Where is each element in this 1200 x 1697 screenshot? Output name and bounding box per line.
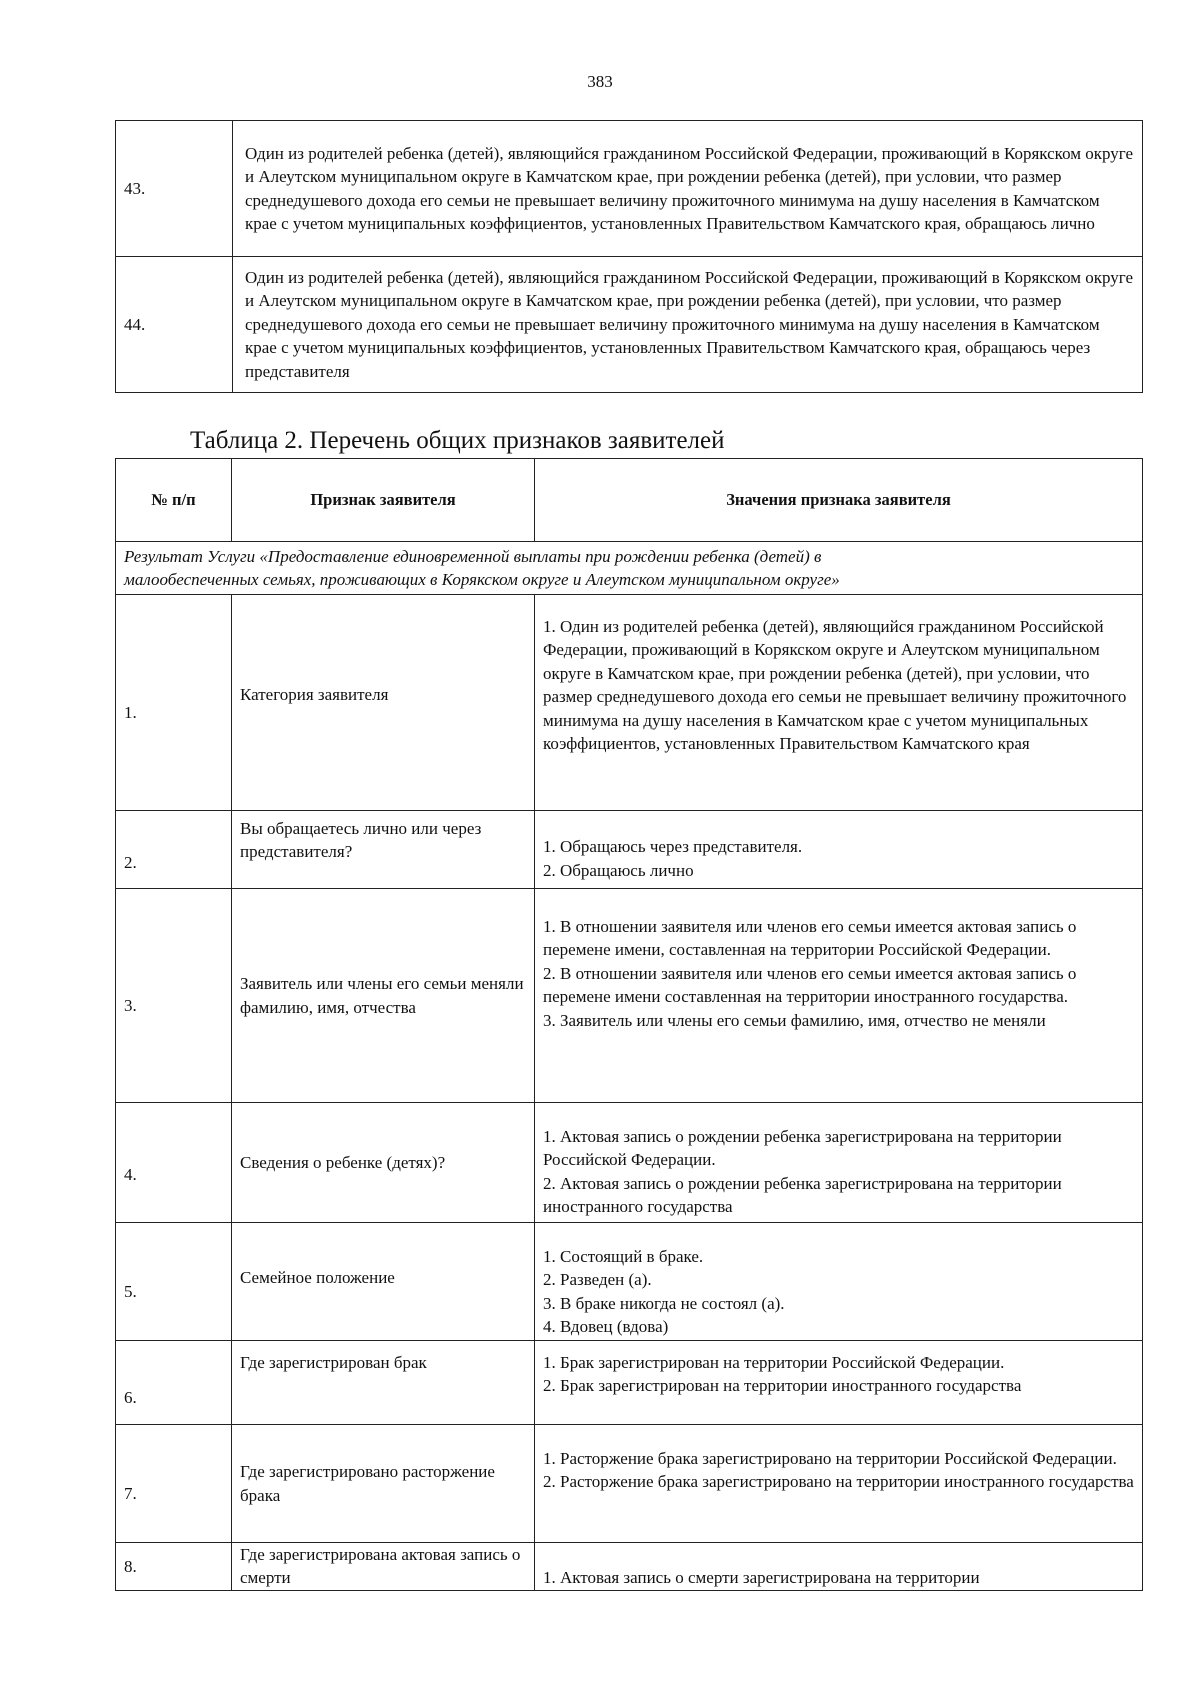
feature-value: 1. Расторжение брака зарегистрировано на территории Российской Федерации. [543, 1449, 1117, 1468]
feature-values [535, 1425, 1143, 1543]
feature-value: 2. Разведен (а). [543, 1270, 652, 1290]
column-header: Значения признака заявителя [535, 459, 1143, 542]
column-header: № п/п [116, 459, 232, 542]
feature-value: 1. В отношении заявителя или членов его семьи имеется актовая запись о перемене имени, составленная на территории Российской Федерации. [543, 917, 1077, 960]
feature-name: Вы обращаетесь лично или через представителя? [232, 811, 535, 889]
feature-value: 1. Брак зарегистрирован на территории Российской Федерации. [543, 1353, 1005, 1372]
column-header: Признак заявителя [232, 459, 535, 542]
feature-values [535, 1103, 1143, 1223]
table-row [116, 1341, 1143, 1425]
feature-name: Категория заявителя [232, 595, 535, 811]
applicant-variants-table [115, 120, 1143, 393]
row-number: 43. [116, 121, 233, 257]
row-number: 6. [116, 1341, 232, 1425]
table-row [116, 1425, 1143, 1543]
feature-name: Где зарегистрирован брак [232, 1341, 535, 1425]
feature-value: 1. Один из родителей ребенка (детей), являющийся гражданином Российской Федерации, проживающий в Корякском округе и Алеутском муниципальном округе в Камчатском крае, при рождении ребенка (детей), при условии, что размер среднедушевого дохода его семьи не превышает величину прожиточного минимума на душу населения в Камчатском крае с учетом муниципальных коэффициентов, установленных Правительством Камчатского края [543, 617, 1127, 754]
table-row [116, 889, 1143, 1103]
feature-value: 2. Актовая запись о рождении ребенка зарегистрирована на территории иностранного государства [543, 1173, 1062, 1217]
result-row [116, 542, 1143, 595]
feature-value: 3. В браке никогда не состоял (а). [543, 1293, 785, 1313]
table-header-row [116, 459, 1143, 542]
feature-value: 2. Брак зарегистрирован на территории иностранного государства [543, 1376, 1022, 1396]
service-result-line: Результат Услуги «Предоставление единовременной выплаты при рождении ребенка (детей) в [124, 546, 822, 566]
table-row [116, 1223, 1143, 1341]
feature-values [535, 1223, 1143, 1341]
table-row [116, 595, 1143, 811]
row-number: 2. [116, 811, 232, 889]
feature-value: 1. Состоящий в браке. [543, 1247, 704, 1266]
feature-values [535, 1341, 1143, 1425]
feature-name: Семейное положение [232, 1223, 535, 1341]
row-number: 7. [116, 1425, 232, 1543]
row-number: 8. [116, 1543, 232, 1591]
table-row [116, 257, 1143, 393]
feature-value: 4. Вдовец (вдова) [543, 1317, 669, 1337]
table-row [116, 1543, 1143, 1591]
table-row [116, 811, 1143, 889]
feature-value: 1. Обращаюсь через представителя. [543, 837, 803, 857]
variant-text: Один из родителей ребенка (детей), являющийся гражданином Российской Федерации, проживающий в Корякском округе и Алеутском муниципальном округе в Камчатском крае, при рождении ребенка (детей), при условии, что размер среднедушевого дохода его семьи не превышает величину прожиточного минимума на душу населения в Камчатском крае с учетом муниципальных коэффициентов, установленных Правительством Камчатского края, обращаюсь через представителя [233, 257, 1143, 393]
feature-value: 1. Актовая запись о смерти зарегистрирована на территории [543, 1568, 980, 1588]
variant-text: Один из родителей ребенка (детей), являющийся гражданином Российской Федерации, проживающий в Корякском округе и Алеутском муниципальном округе в Камчатском крае, при рождении ребенка (детей), при условии, что размер среднедушевого дохода его семьи не превышает величину прожиточного минимума на душу населения в Камчатском крае с учетом муниципальных коэффициентов, установленных Правительством Камчатского края, обращаюсь лично [233, 121, 1143, 257]
feature-name: Где зарегистрировано расторжение брака [232, 1425, 535, 1543]
feature-name: Заявитель или члены его семьи меняли фамилию, имя, отчества [232, 889, 535, 1103]
feature-value: 2. В отношении заявителя или членов его семьи имеется актовая запись о перемене имени составленная на территории иностранного государства. [543, 963, 1077, 1007]
service-result-line: малообеспеченных семьях, проживающих в Корякском округе и Алеутском муниципальном округе» [124, 570, 840, 589]
table-row [116, 1103, 1143, 1223]
service-result [116, 542, 1143, 595]
feature-value: 2. Обращаюсь лично [543, 860, 694, 880]
page-number: 383 [587, 72, 613, 91]
row-number: 44. [116, 257, 233, 393]
feature-name: Сведения о ребенке (детях)? [232, 1103, 535, 1223]
feature-values [535, 889, 1143, 1103]
feature-values [535, 811, 1143, 889]
table-row [116, 121, 1143, 257]
row-number: 5. [116, 1223, 232, 1341]
feature-value: 2. Расторжение брака зарегистрировано на территории иностранного государства [543, 1472, 1134, 1492]
row-number: 1. [116, 595, 232, 811]
feature-value: 3. Заявитель или члены его семьи фамилию, имя, отчество не меняли [543, 1010, 1046, 1030]
feature-value: 1. Актовая запись о рождении ребенка зарегистрирована на территории Российской Федерации. [543, 1127, 1062, 1170]
table-title: Таблица 2. Перечень общих признаков заявителей [190, 427, 725, 454]
feature-values [535, 595, 1143, 811]
row-number: 4. [116, 1103, 232, 1223]
feature-values [535, 1543, 1143, 1591]
row-number: 3. [116, 889, 232, 1103]
feature-name: Где зарегистрирована актовая запись о смерти [232, 1543, 535, 1591]
applicant-features-table [115, 458, 1143, 1591]
